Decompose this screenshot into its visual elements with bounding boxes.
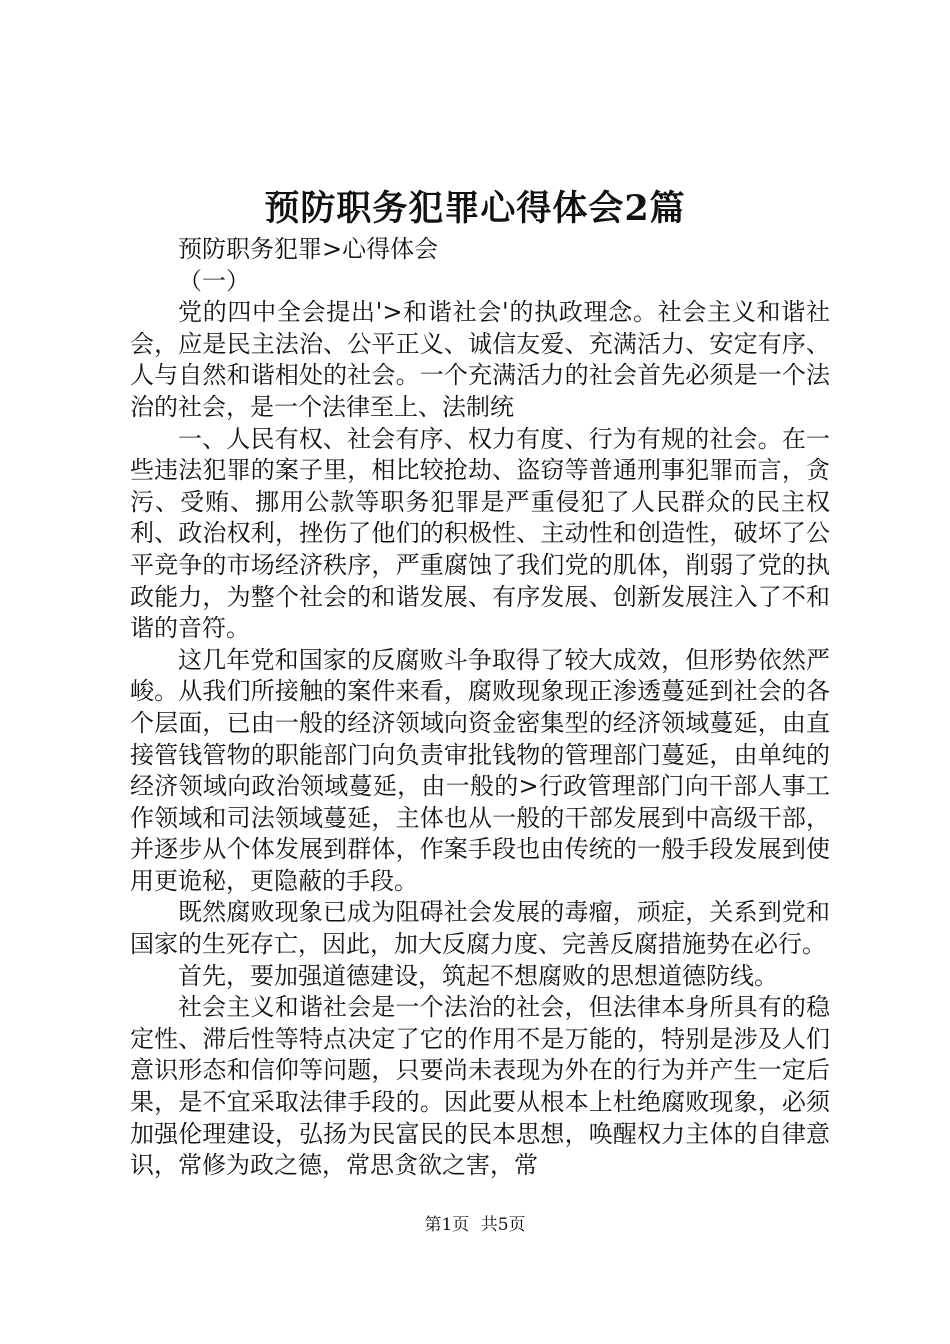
paragraph: 社会主义和谐社会是一个法治的社会，但法律本身所具有的稳定性、滞后性等特点决定了它的作用不是万能的，特别是涉及人们意识形态和信仰等问题，只要尚未表现为外在的行为并产生一定后果，是不宜采取法律手段的。因此要从根本上杜绝腐败现象，必须加强伦理建设，弘扬为民富民的民本思想，唤醒权力主体的自律意识，常修为政之德，常思贪欲之害，常 xyxy=(130,993,830,1180)
document-subtitle: 预防职务犯罪>心得体会 xyxy=(178,235,439,263)
paragraph: 既然腐败现象已成为阻碍社会发展的毒瘤，顽症，关系到党和国家的生死存亡，因此，加大反腐力度、完善反腐措施势在必行。 xyxy=(130,898,830,959)
page-number: 第1页 xyxy=(424,1215,470,1235)
paragraph: 这几年党和国家的反腐败斗争取得了较大成效，但形势依然严峻。从我们所接触的案件来看，腐败现象现正渗透蔓延到社会的各个层面，已由一般的经济领域向资金密集型的经济领域蔓延，由直接管钱管物的职能部门向负责审批钱物的管理部门蔓延，由单纯的经济领域向政治领域蔓延，由一般的>行政管理部门向干部人事工作领域和司法领域蔓延，主体也从一般的干部发展到中高级干部，并逐步从个体发展到群体，作案手段也由传统的一般手段发展到使用更诡秘，更隐蔽的手段。 xyxy=(130,645,830,895)
page-total: 共5页 xyxy=(480,1215,526,1235)
document-body xyxy=(130,234,830,1182)
document-title: 预防职务犯罪心得体会2篇 xyxy=(264,188,686,229)
section-marker: （一） xyxy=(178,266,250,295)
paragraph: 一、人民有权、社会有序、权力有度、行为有规的社会。在一些违法犯罪的案子里，相比较抢劫、盗窃等普通刑事犯罪而言，贪污、受贿、挪用公款等职务犯罪是严重侵犯了人民群众的民主权利、政治权利，挫伤了他们的积极性、主动性和创造性，破坏了公平竞争的市场经济秩序，严重腐蚀了我们党的肌体，削弱了党的执政能力，为整个社会的和谐发展、有序发展、创新发展注入了不和谐的音符。 xyxy=(130,424,830,643)
paragraph: 党的四中全会提出'>和谐社会'的执政理念。社会主义和谐社会，应是民主法治、公平正义、诚信友爱、充满活力、安定有序、人与自然和谐相处的社会。一个充满活力的社会首先必须是一个法治的社会，是一个法律至上、法制统 xyxy=(130,298,830,421)
paragraph: 首先，要加强道德建设，筑起不想腐败的思想道德防线。 xyxy=(178,961,778,990)
page-footer xyxy=(0,1213,950,1237)
